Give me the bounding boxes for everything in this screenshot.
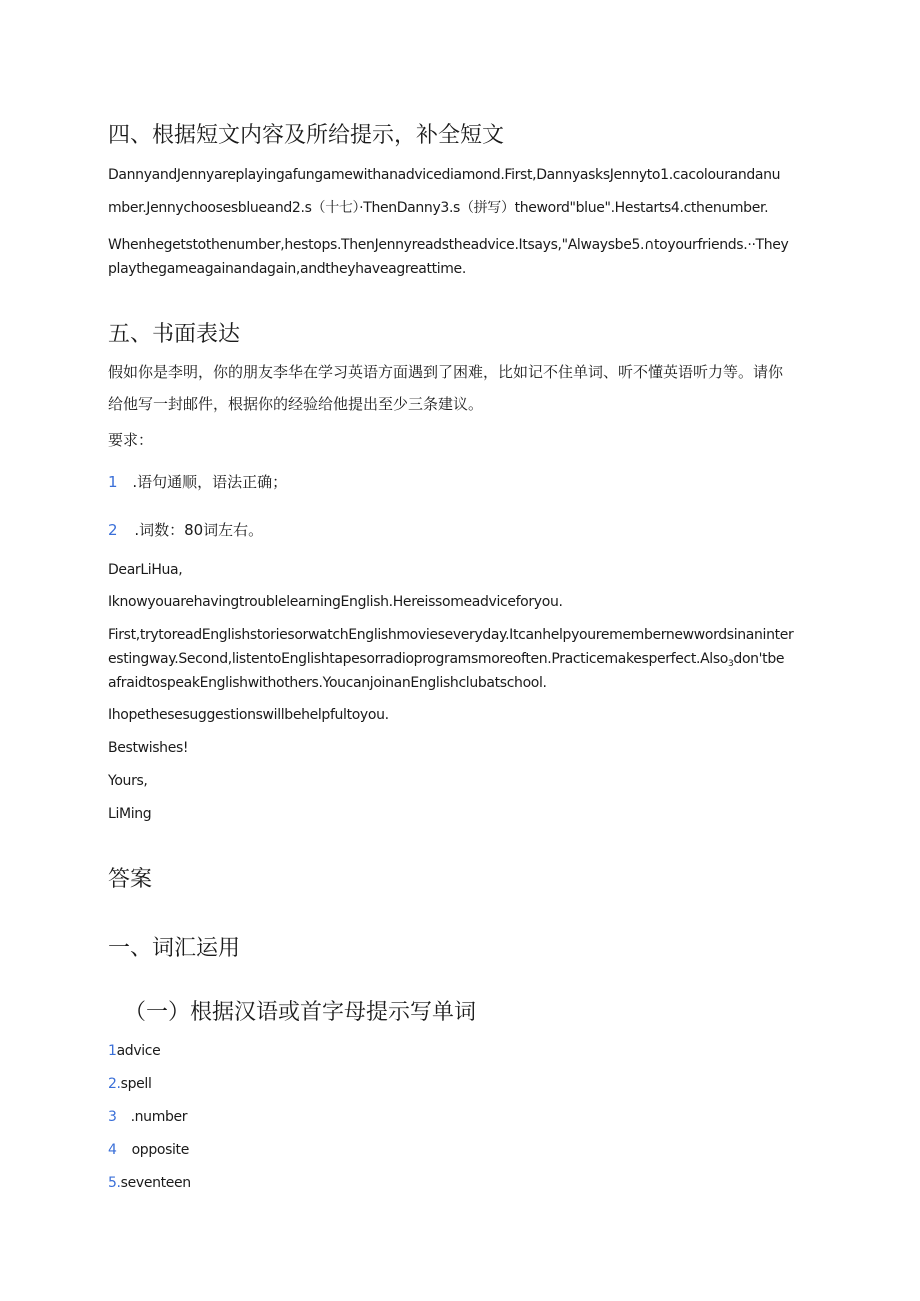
prompt-line-2: 给他写一封邮件，根据你的经验给他提出至少三条建议。 [108,395,484,413]
section5-title: 五、书面表达 [108,322,241,347]
requirement-number: 2 [108,521,118,539]
answer-number: 1 [108,1043,117,1059]
answers-title: 答案 [108,867,153,892]
requirement-text: .词数：80词左右。 [134,521,264,539]
answer-text: seventeen [120,1175,191,1191]
answer-item-4 [108,1142,189,1158]
requirement-number: 1 [108,473,118,491]
passage-line-3: Whenhegetstothenumber,hestops.ThenJennyreadstheadvice.Itsays,"Alwaysbe5.∩toyourfriends.··They [108,237,789,253]
letter-signature: LiMing [108,806,152,822]
answers-part1-title: 一、词汇运用 [108,936,241,961]
requirements-label: 要求： [108,431,154,449]
passage-line-4: playthegameagainandagain,andtheyhaveagreattime. [108,261,466,277]
letter-para-line-2-text: estingway.Second,listentoEnglishtapesorradioprogramsmoreoften.Practicemakesperfect.Also [108,651,729,667]
answers-sub1-title: （一）根据汉语或首字母提示写单词 [124,1000,477,1025]
letter-para-line-1: First,trytoreadEnglishstoriesorwatchEnglishmovieseveryday.Itcanhelpyouremembernewwordsinaninter [108,627,794,643]
answer-text: .number [130,1109,188,1125]
answer-item-1 [108,1043,160,1059]
answer-item-5 [108,1175,191,1191]
answer-item-2 [108,1076,152,1092]
passage-line-1: DannyandJennyareplayingafungamewithanadvicediamond.First,DannyasksJennyto1.cacolourandanu [108,167,781,183]
answer-text: spell [120,1076,152,1092]
requirement-item-1 [108,471,287,492]
answer-number: 3 [108,1109,117,1125]
answer-number: 4 [108,1142,117,1158]
answer-text: advice [116,1043,161,1059]
letter-para-line-3: afraidtospeakEnglishwithothers.YoucanjoinanEnglishclubatschool. [108,675,547,691]
prompt-line-1: 假如你是李明，你的朋友李华在学习英语方面遇到了困难，比如记不住单词、听不懂英语听力等。请你 [108,363,784,381]
passage-line-2: mber.Jennychoosesblueand2.s（十七）·ThenDanny3.s（拼写）theword"blue".Hestarts4.cthenumber. [108,200,769,216]
answer-number: 2. [108,1076,121,1092]
subscript-mark: 3 [728,659,734,669]
answer-item-3 [108,1109,187,1125]
letter-closing: Yours, [108,773,148,789]
letter-greeting: DearLiHua, [108,562,183,578]
letter-wishes: Bestwishes! [108,740,189,756]
requirement-text: .语句通顺，语法正确； [132,473,288,491]
answer-text: opposite [131,1142,189,1158]
section4-title: 四、根据短文内容及所给提示，补全短文 [108,123,505,148]
requirement-item-2 [108,519,263,540]
answer-number: 5. [108,1175,121,1191]
letter-hope: Ihopethesesuggestionswillbehelpfultoyou. [108,707,389,723]
letter-line-1: IknowyouarehavingtroublelearningEnglish.Hereissomeadviceforyou. [108,594,563,610]
letter-para-line-2 [108,651,784,669]
letter-para-line-2-tail: don'tbe [733,651,785,667]
